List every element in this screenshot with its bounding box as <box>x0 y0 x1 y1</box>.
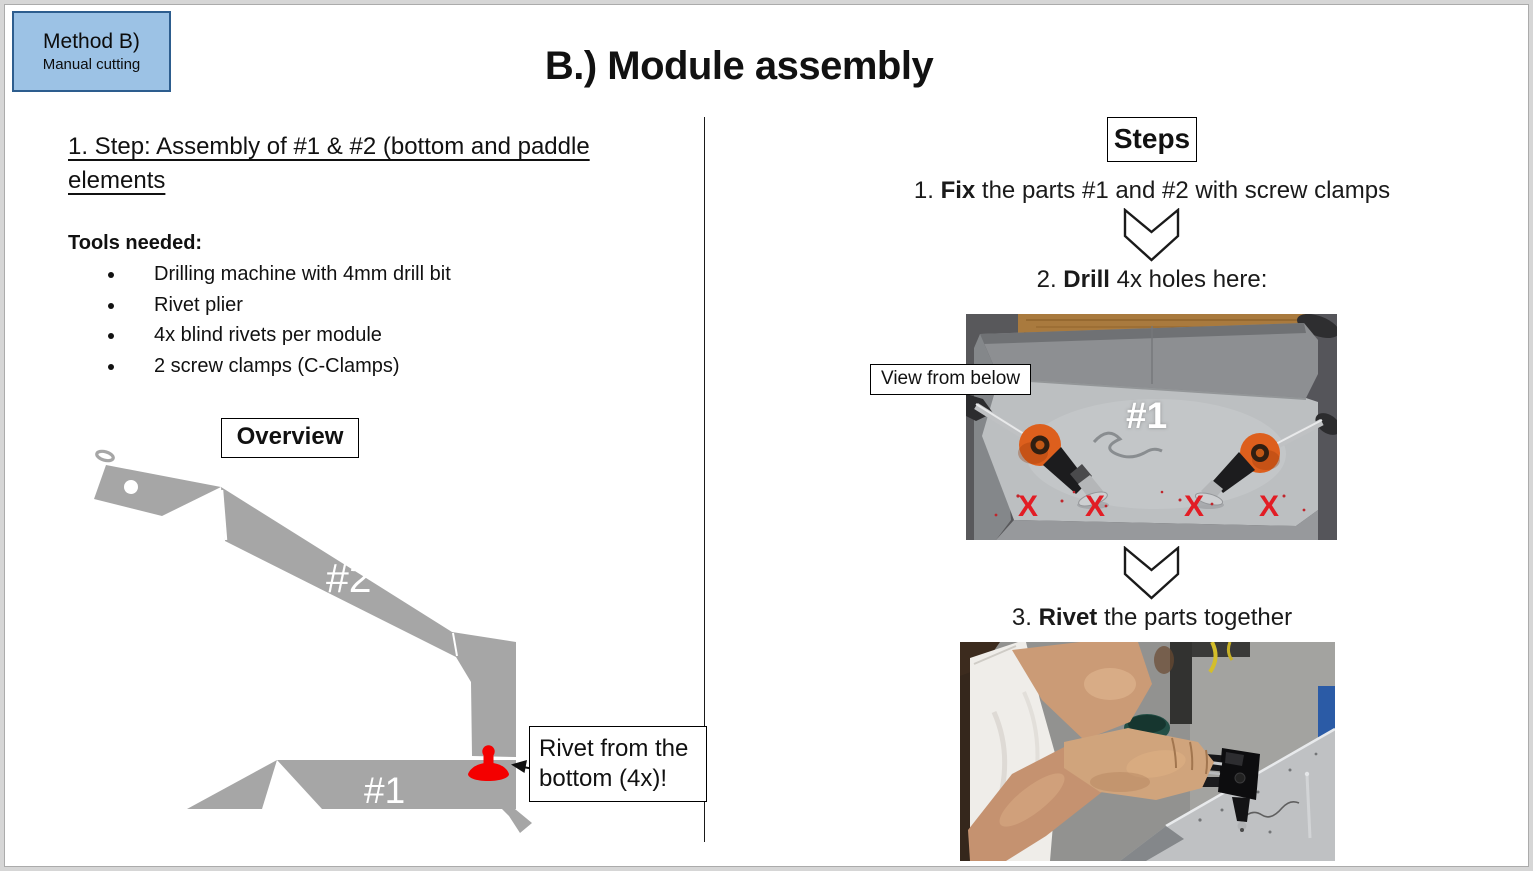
method-title: Method B) <box>43 30 140 53</box>
view-from-below-label: View from below <box>870 364 1031 395</box>
tools-list-item: • 4x blind rivets per module <box>126 320 646 351</box>
diagram-part2-label: #2 <box>326 555 372 601</box>
step-number: 3. <box>1011 604 1039 631</box>
part1-flap-shape <box>187 760 277 809</box>
steps-label: Steps <box>1107 117 1197 162</box>
rivet-callout: Rivet from the bottom (4x)! <box>529 726 707 802</box>
chevron-down-icon <box>1123 208 1180 262</box>
stand-pole <box>1170 642 1192 724</box>
step-keyword: Drill <box>1063 266 1110 293</box>
method-badge <box>12 11 171 92</box>
diagram-part1-label: #1 <box>364 770 406 811</box>
step-number: 2. <box>1036 266 1064 293</box>
step-keyword: Fix <box>940 177 976 204</box>
drill-hole-x-mark: X <box>1184 490 1205 523</box>
step-rest: the parts #1 and #2 with screw clamps <box>975 177 1391 204</box>
step-rest: the parts together <box>1097 604 1293 631</box>
photo-part1-label: #1 <box>1126 395 1168 436</box>
paddle-hook <box>96 450 115 463</box>
step-2-text <box>904 266 1400 294</box>
part2-foot-shape <box>502 809 532 833</box>
step-keyword: Rivet <box>1038 604 1098 631</box>
chevron-down-icon <box>1123 546 1180 600</box>
drill-hole-x-mark: X <box>1259 490 1280 523</box>
tools-needed-label: Tools needed: <box>68 232 203 254</box>
photo-riveting <box>960 642 1335 861</box>
tools-list-item: • 2 screw clamps (C-Clamps) <box>126 351 646 382</box>
part2-shape <box>221 487 516 757</box>
tools-list <box>68 259 646 381</box>
page-title: B.) Module assembly <box>544 44 934 88</box>
drill-hole-x-mark: X <box>1018 490 1039 523</box>
tools-list-item: • Rivet plier <box>126 290 646 321</box>
paddle-head-shape <box>94 465 221 516</box>
drill-hole-x-mark: X <box>1085 490 1106 523</box>
step-1-text <box>904 177 1400 205</box>
step-rest: 4x holes here: <box>1109 266 1268 293</box>
overview-label: Overview <box>221 418 359 458</box>
step-heading: 1. Step: Assembly of #1 & #2 (bottom and paddle elements <box>68 133 590 194</box>
step-number: 1. <box>913 177 941 204</box>
paddle-hole <box>124 480 138 494</box>
step-3-text <box>904 604 1400 632</box>
tools-list-item: • Drilling machine with 4mm drill bit <box>126 259 646 290</box>
method-subtitle: Manual cutting <box>42 56 141 73</box>
